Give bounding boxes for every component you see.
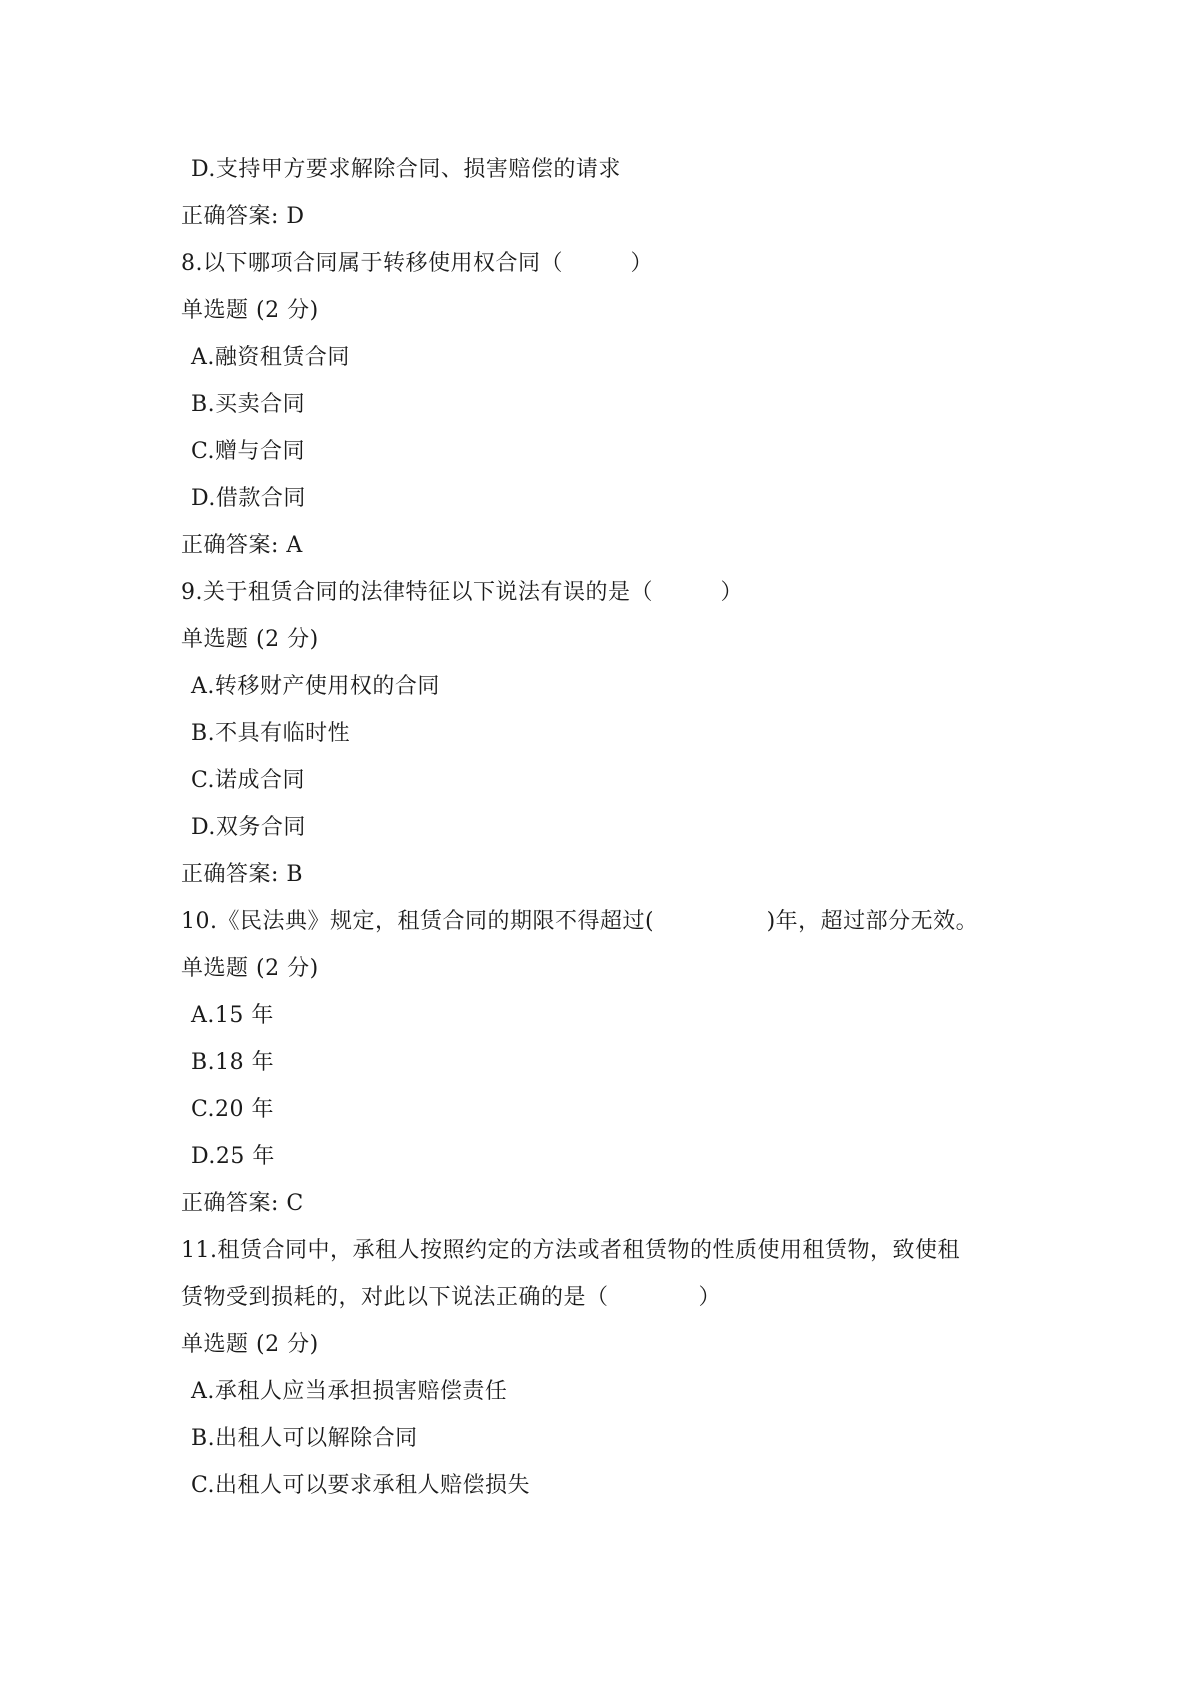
question-type-10: 单选题 (2 分) bbox=[181, 956, 319, 981]
answer-q10: 正确答案: C bbox=[181, 1191, 304, 1216]
option-q7-d: D.支持甲方要求解除合同、损害赔偿的请求 bbox=[191, 157, 621, 182]
option-q11-c: C.出租人可以要求承租人赔偿损失 bbox=[191, 1473, 531, 1498]
option-q9-d: D.双务合同 bbox=[191, 815, 306, 840]
option-q9-b: B.不具有临时性 bbox=[191, 721, 351, 746]
question-type-9: 单选题 (2 分) bbox=[181, 627, 319, 652]
answer-q9: 正确答案: B bbox=[181, 862, 304, 887]
answer-q7: 正确答案: D bbox=[181, 204, 305, 229]
option-q9-a: A.转移财产使用权的合同 bbox=[191, 674, 440, 699]
answer-q8: 正确答案: A bbox=[181, 533, 303, 558]
option-q10-b: B.18 年 bbox=[191, 1050, 275, 1075]
option-q10-c: C.20 年 bbox=[191, 1097, 275, 1122]
question-11-continued: 赁物受到损耗的，对此以下说法正确的是（ ） bbox=[181, 1285, 722, 1310]
question-11: 11.租赁合同中，承租人按照约定的方法或者租赁物的性质使用租赁物，致使租 bbox=[181, 1238, 960, 1263]
question-8: 8.以下哪项合同属于转移使用权合同（ ） bbox=[181, 251, 653, 276]
option-q10-a: A.15 年 bbox=[191, 1003, 274, 1028]
question-9: 9.关于租赁合同的法律特征以下说法有误的是（ ） bbox=[181, 580, 743, 605]
option-q8-a: A.融资租赁合同 bbox=[191, 345, 350, 370]
question-type-8: 单选题 (2 分) bbox=[181, 298, 319, 323]
option-q9-c: C.诺成合同 bbox=[191, 768, 306, 793]
quiz-content bbox=[181, 146, 1021, 1509]
option-q8-d: D.借款合同 bbox=[191, 486, 306, 511]
option-q8-c: C.赠与合同 bbox=[191, 439, 306, 464]
option-q10-d: D.25 年 bbox=[191, 1144, 275, 1169]
question-type-11: 单选题 (2 分) bbox=[181, 1332, 319, 1357]
question-10: 10.《民法典》规定，租赁合同的期限不得超过( )年，超过部分无效。 bbox=[181, 909, 979, 934]
option-q8-b: B.买卖合同 bbox=[191, 392, 306, 417]
option-q11-b: B.出租人可以解除合同 bbox=[191, 1426, 418, 1451]
option-q11-a: A.承租人应当承担损害赔偿责任 bbox=[191, 1379, 508, 1404]
